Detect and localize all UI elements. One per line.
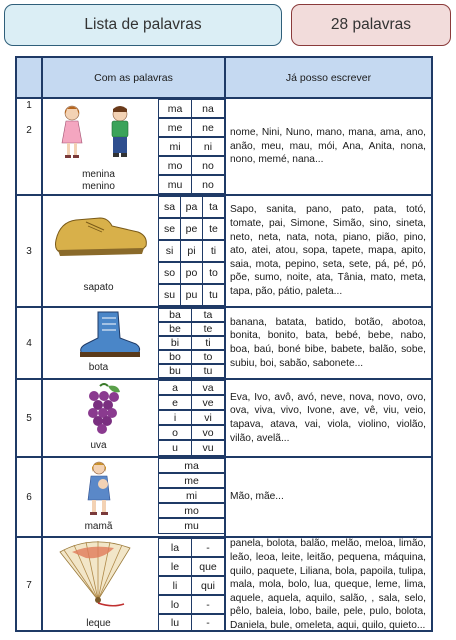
syllable-row: mo no	[158, 156, 225, 175]
picture-cell	[42, 538, 155, 632]
picture-label: bota	[88, 362, 109, 373]
syllable-row: sa pa ta	[158, 196, 225, 218]
row-number: 6	[26, 491, 32, 503]
syllable-row: si pi ti	[158, 240, 225, 262]
picture-label: leque	[86, 618, 111, 629]
syllable-grid	[158, 196, 225, 306]
syllable-row: i vi	[158, 410, 225, 425]
word-list: Sapo, sanita, pano, pato, pata, totó, tomate, pai, Simone, Simão, sino, sineta, neto, neta, nata, nota, piano, pião, pino, ato, atei, atou, sopa, tapete, mapa, apito, saia, mota, pepino, seta, sete, pá, pé, pó, põe, sumo, noite, ata, Tânia, mato, meta, tapa, pão, pátio, paleta...	[230, 204, 426, 297]
row-number: 5	[26, 412, 32, 424]
picture-label: uva	[90, 440, 107, 451]
syllable-row: lu -	[158, 614, 225, 632]
mother-illustration	[42, 458, 155, 518]
row-number: 7	[26, 579, 32, 591]
header-syllables: Com as palavras	[42, 58, 225, 98]
word-list: panela, bolota, balão, melão, meloa, limão, leão, leoa, leite, leitão, pequena, máquina, quilo, paquete, Liliana, bola, papoila, tulipa, mala, mola, bolo, lua, queque, leme, lima, aquele, aquela, aquilo, salão, , sala, selo, pêlo, baleia, lobo, baile, pele, pulo, bolota, Daniela, bule, omeleta, aqui, quilo, quieto...	[230, 538, 426, 631]
syllable-row: e ve	[158, 395, 225, 410]
word-count: 28 palavras	[330, 16, 412, 33]
syllable-row: mo	[158, 503, 225, 518]
syllable-grid	[158, 458, 225, 536]
word-list: Mão, mãe...	[230, 491, 284, 503]
syllable-row: a va	[158, 380, 225, 395]
syllable-grid	[158, 380, 225, 456]
picture-cell	[42, 458, 155, 536]
syllable-row: mu no	[158, 175, 225, 194]
syllable-row: bi ti	[158, 336, 225, 350]
syllable-row: mu	[158, 518, 225, 534]
syllable-row: la -	[158, 538, 225, 557]
picture-label: sapato	[83, 282, 114, 293]
word-list: banana, batata, batido, botão, abotoa, bonita, bonito, bata, bebé, bebe, nabo, boa, baú, boné bibe, babete, balão, sobe, subiu, boi, sabão, sabonete...	[230, 316, 426, 369]
row-number: 1	[26, 99, 32, 111]
syllable-grid	[158, 538, 225, 632]
syllable-row: bu tu	[158, 364, 225, 378]
boot-illustration	[42, 308, 155, 360]
syllable-grid	[158, 308, 225, 378]
picture-label: menino	[82, 181, 115, 192]
syllable-row: le que	[158, 557, 225, 576]
header-words: Já posso escrever	[226, 58, 431, 98]
syllable-row: mi	[158, 488, 225, 503]
syllable-row: li qui	[158, 576, 225, 595]
word-list: nome, Nini, Nuno, mano, mana, ama, ano, anão, meu, mau, mói, Ana, Anita, nona, nono, memé, nana...	[230, 127, 426, 166]
syllable-row: be te	[158, 322, 225, 336]
row-number: 2	[26, 124, 32, 136]
row-number: 4	[26, 337, 32, 349]
syllable-row: ba ta	[158, 308, 225, 322]
syllable-row: u vu	[158, 440, 225, 456]
syllable-row: lo -	[158, 595, 225, 614]
title-box	[4, 4, 282, 46]
fan-illustration	[42, 538, 155, 612]
word-table	[15, 56, 433, 632]
syllable-row: me	[158, 473, 225, 488]
syllable-row: me ne	[158, 118, 225, 137]
picture-cell	[42, 196, 155, 306]
children-illustration	[42, 99, 155, 165]
picture-cell	[42, 380, 155, 456]
syllable-grid	[158, 99, 225, 194]
count-box	[291, 4, 451, 46]
header-blank	[17, 58, 41, 98]
word-list: Eva, Ivo, avô, avó, neve, nova, novo, ovo, ova, viva, vivo, Ivone, ave, vê, viu, veio, tapava, atava, vai, viola, violino, violão, vilão, avelã...	[230, 391, 426, 444]
shoe-illustration	[42, 196, 155, 276]
syllable-row: se pe te	[158, 218, 225, 240]
syllable-row: so po to	[158, 262, 225, 284]
syllable-row: o vo	[158, 425, 225, 440]
syllable-row: ma	[158, 458, 225, 473]
syllable-row: bo to	[158, 350, 225, 364]
syllable-row: ma na	[158, 99, 225, 118]
picture-label: mamã	[84, 521, 113, 532]
syllable-row: su pu tu	[158, 284, 225, 306]
row-number: 3	[26, 245, 32, 257]
picture-cell	[42, 99, 155, 194]
page-title: Lista de palavras	[84, 16, 202, 33]
picture-label: menina	[82, 169, 115, 180]
syllable-row: mi ni	[158, 137, 225, 156]
picture-cell	[42, 308, 155, 378]
grapes-illustration	[42, 380, 155, 438]
